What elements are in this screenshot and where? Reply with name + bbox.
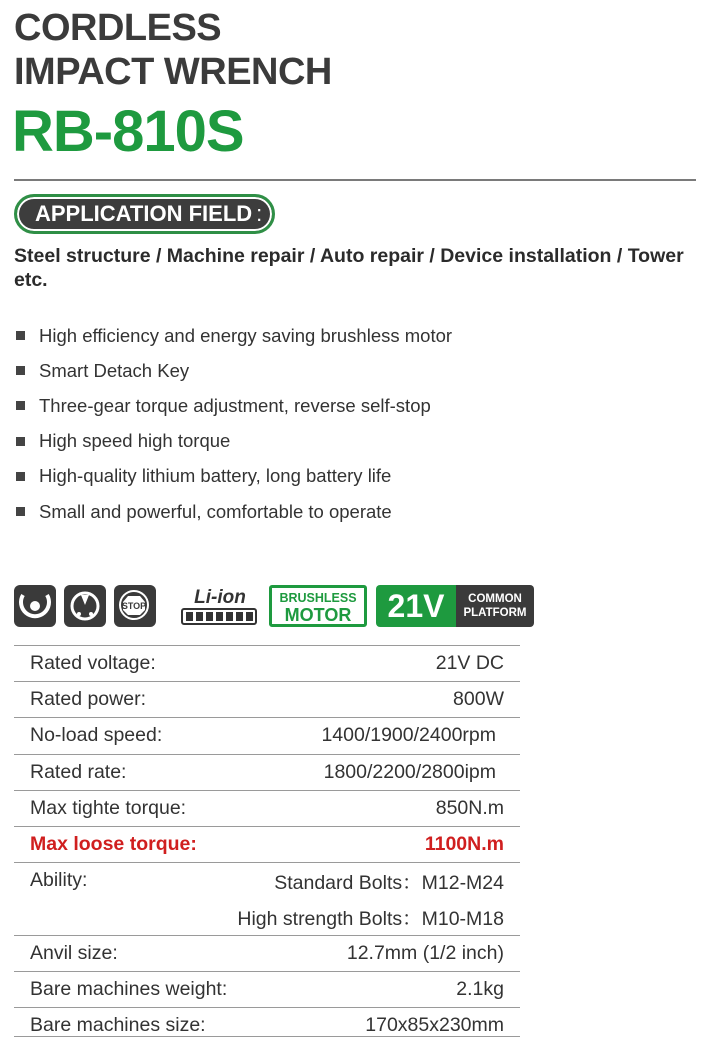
bullet-icon — [16, 331, 25, 340]
application-field-colon: : — [256, 201, 263, 226]
stop-text: STOP — [121, 601, 147, 611]
motor-text: MOTOR — [284, 605, 352, 625]
spec-label: Bare machines weight: — [30, 977, 228, 1000]
bullet-icon — [16, 507, 25, 516]
spec-label: Anvil size: — [30, 941, 118, 964]
brushless-text: BRUSHLESS — [279, 591, 357, 605]
spec-label: No-load speed: — [30, 724, 163, 747]
spec-value: 12.7mm (1/2 inch) — [346, 941, 504, 964]
stop-icon — [114, 585, 156, 627]
platform-text: PLATFORM — [463, 607, 527, 619]
feature-item — [14, 388, 452, 423]
spec-table — [14, 645, 520, 1043]
spec-row — [14, 790, 520, 826]
common-platform-label — [456, 585, 534, 627]
feature-item — [14, 459, 452, 494]
common-text: COMMON — [468, 593, 522, 605]
feature-text: Small and powerful, comfortable to operate — [39, 500, 392, 522]
spec-value: 21V DC — [435, 652, 504, 675]
spec-label: Rated rate: — [30, 760, 127, 783]
spec-value: 1400/1900/2400rpm — [321, 724, 496, 747]
spec-row — [14, 1007, 520, 1043]
li-ion-text: Li-ion — [194, 587, 246, 608]
divider — [14, 1036, 520, 1037]
feature-text: High speed high torque — [39, 430, 231, 452]
spec-value: 170x85x230mm — [365, 1013, 504, 1036]
spec-row — [14, 754, 520, 790]
spec-label: Rated voltage: — [30, 652, 156, 675]
spec-label: Max tighte torque: — [30, 796, 187, 819]
spec-row — [14, 935, 520, 971]
smart-detach-icon — [14, 585, 56, 627]
feature-item — [14, 424, 452, 459]
torque-gear-icon — [64, 585, 106, 627]
spec-value: High strength Bolts：M10-M18 — [237, 907, 504, 930]
product-title-line1: CORDLESS — [14, 7, 222, 49]
spec-row — [14, 681, 520, 717]
spec-value: 1100N.m — [424, 833, 504, 856]
platform-badge — [376, 585, 534, 627]
spec-value: 2.1kg — [456, 977, 504, 1000]
bullet-icon — [16, 437, 25, 446]
voltage-badge: 21V — [376, 585, 456, 627]
application-field-label: APPLICATION FIELD — [35, 201, 253, 226]
product-title-line2: IMPACT WRENCH — [14, 51, 332, 93]
feature-list — [14, 318, 452, 529]
spec-value: Standard Bolts：M12-M24 — [274, 871, 504, 894]
model-number: RB-810S — [12, 99, 244, 164]
spec-row — [14, 898, 520, 934]
spec-label: Bare machines size: — [30, 1013, 206, 1036]
feature-item — [14, 353, 452, 388]
application-field-text: Steel structure / Machine repair / Auto repair / Device installation / Tower etc. — [14, 245, 684, 291]
feature-item — [14, 318, 452, 353]
spec-value: 850N.m — [435, 796, 504, 819]
feature-item — [14, 494, 452, 529]
feature-text: Three-gear torque adjustment, reverse self-stop — [39, 394, 431, 416]
spec-row — [14, 717, 520, 753]
application-field-badge — [14, 194, 275, 234]
spec-row — [14, 645, 520, 681]
bullet-icon — [16, 401, 25, 410]
feature-text: High-quality lithium battery, long battery life — [39, 465, 392, 487]
spec-row — [14, 862, 520, 898]
li-ion-battery-icon — [180, 585, 260, 627]
spec-label: Ability: — [30, 869, 88, 892]
spec-label: Max loose torque: — [30, 833, 197, 856]
application-field-pill — [14, 194, 275, 234]
spec-row — [14, 971, 520, 1007]
bullet-icon — [16, 472, 25, 481]
spec-row-highlight — [14, 826, 520, 862]
bullet-icon — [16, 366, 25, 375]
feature-text: High efficiency and energy saving brushless motor — [39, 324, 453, 346]
feature-text: Smart Detach Key — [39, 359, 190, 381]
spec-value: 800W — [453, 688, 504, 711]
divider — [14, 179, 696, 181]
spec-label: Rated power: — [30, 688, 146, 711]
spec-value: 1800/2200/2800ipm — [323, 760, 496, 783]
brushless-motor-badge — [269, 585, 367, 627]
